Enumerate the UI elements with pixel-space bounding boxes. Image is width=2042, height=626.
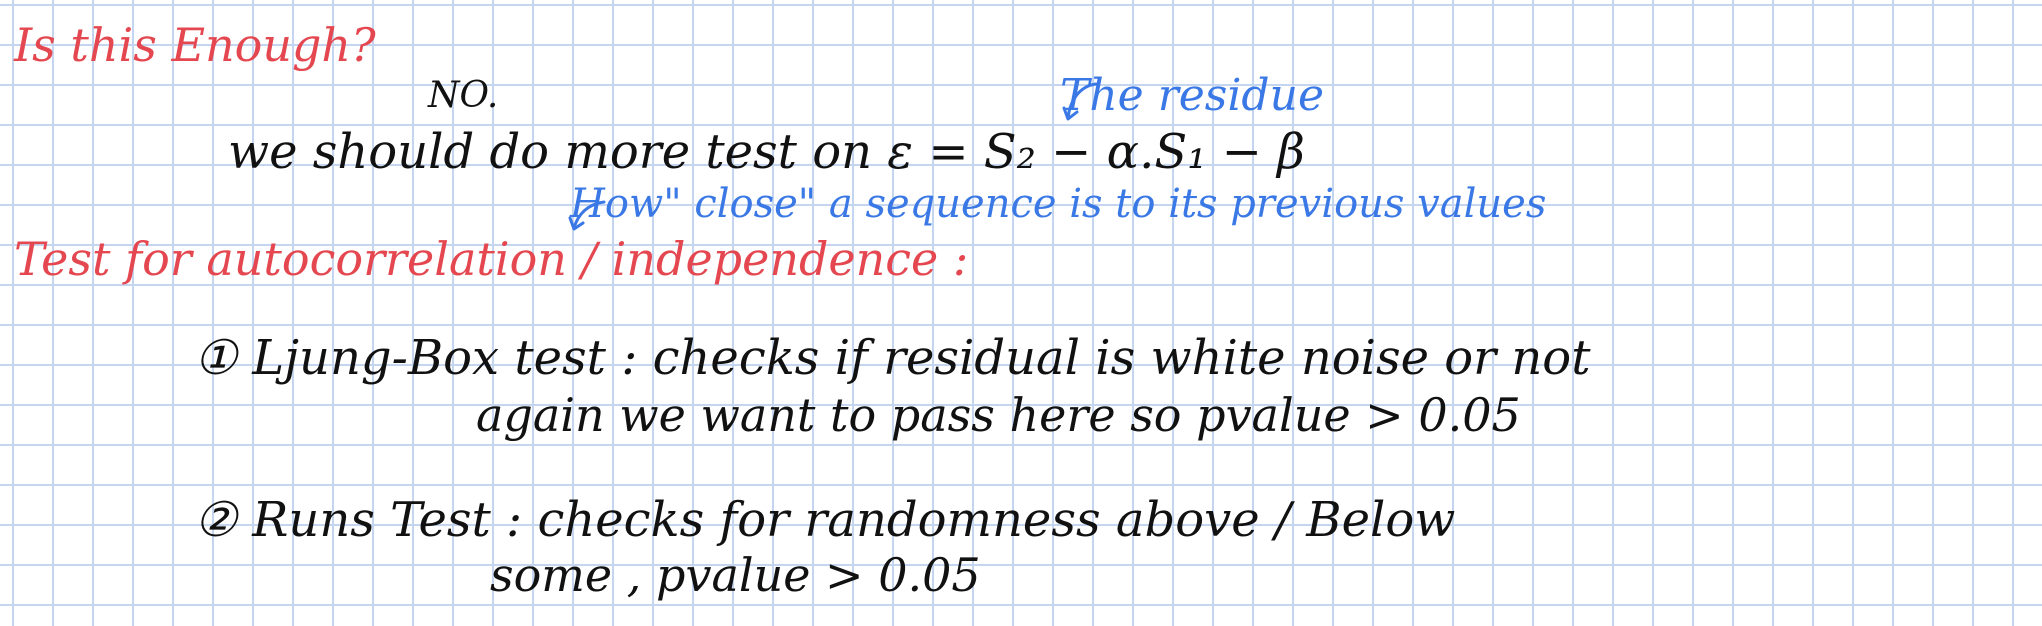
runs-test-line-1: ② Runs Test : checks for randomness above / Below xyxy=(194,492,1456,548)
question-text: Is this Enough? xyxy=(14,18,376,72)
ljung-box-line-2: again we want to pass here so pvalue > 0.05 xyxy=(476,388,1521,442)
section-heading: Test for autocorrelation / independence : xyxy=(14,232,969,286)
residual-test-line: we should do more test on ε = S₂ − α.S₁ − β xyxy=(228,124,1305,180)
answer-text: NO. xyxy=(428,75,499,116)
closeness-note: How" close" a sequence is to its previous values xyxy=(570,181,1547,227)
ljung-box-line-1: ① Ljung-Box test : checks if residual is white noise or not xyxy=(194,330,1591,386)
residue-note: The residue xyxy=(1060,70,1324,121)
runs-test-line-2: some , pvalue > 0.05 xyxy=(490,548,981,602)
